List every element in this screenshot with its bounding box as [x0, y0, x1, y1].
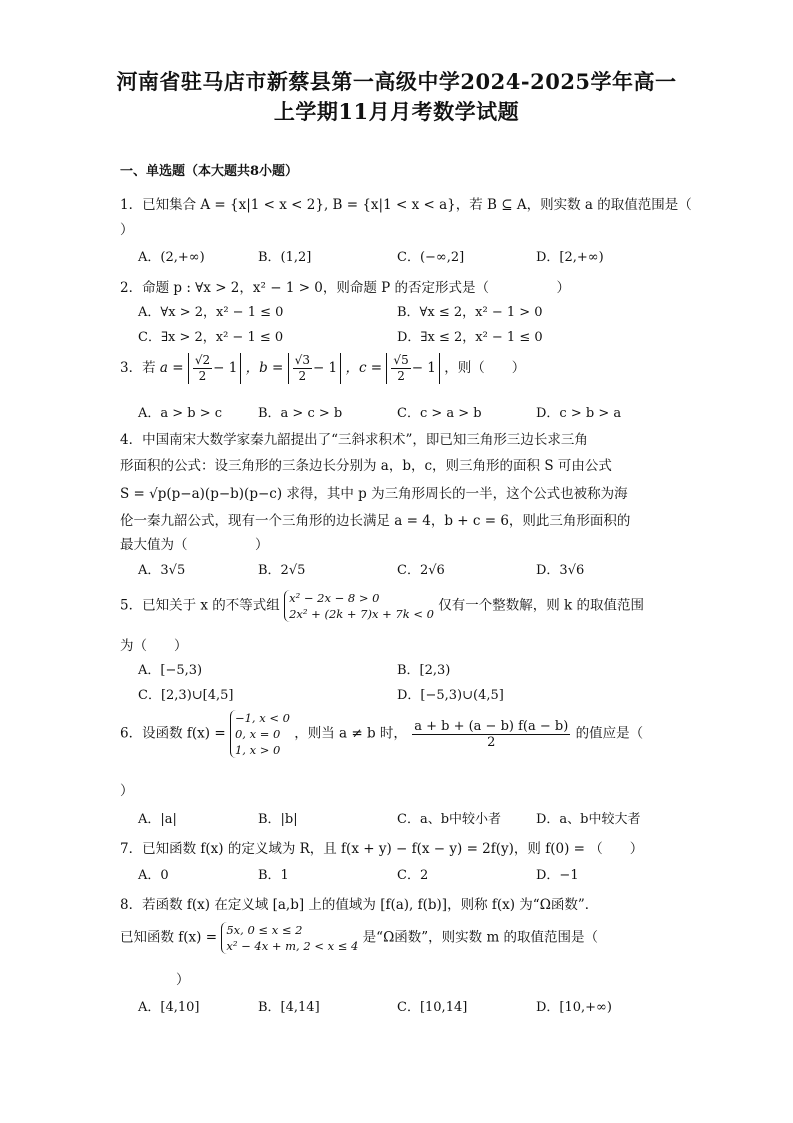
q6-fraction	[412, 719, 570, 750]
q8-option-b: B．[4,14]	[258, 1000, 320, 1015]
q3-minus-b: − 1	[312, 360, 338, 376]
q8-case-1: 5x, 0 ≤ x ≤ 2	[226, 923, 303, 937]
q8-suffix: 是“Ω函数”，则实数 m 的取值范围是（	[362, 929, 599, 946]
q6-frac-num: a + b + (a − b) f(a − b)	[414, 718, 569, 734]
q8-cases	[221, 922, 358, 954]
q8-option-c: C．[10,14]	[397, 1000, 468, 1015]
q2-option-a: A．∀x > 2，x² − 1 ≤ 0	[138, 305, 284, 320]
q4-option-b: B．2√5	[258, 563, 306, 578]
q3-a-label: a =	[159, 360, 184, 376]
q5-sys-1: x² − 2x − 8 > 0	[289, 591, 380, 605]
q6-cases	[230, 710, 290, 758]
q8-prefix: 已知函数 f(x) =	[120, 929, 218, 946]
q3-c-label: ，c =	[345, 360, 383, 376]
q2-option-b: B．∀x ≤ 2，x² − 1 > 0	[397, 305, 543, 320]
q6-option-c: C．a、b中较小者	[397, 812, 502, 827]
q3-option-d: D．c > b > a	[536, 406, 622, 421]
question-7-text: 7．已知函数 f(x) 的定义域为 R，且 f(x + y) − f(x − y) = 2f(y)，则 f(0) = （ ）	[120, 841, 644, 857]
question-8-cont: ）	[176, 972, 190, 988]
question-6-cont: ）	[120, 783, 134, 799]
q3-abs-b	[288, 353, 341, 384]
exam-title-line1: 河南省驻马店市新蔡县第一高级中学2024-2025学年高一	[116, 69, 677, 94]
q6-option-b: B．|b|	[258, 812, 298, 827]
question-1-cont: ）	[120, 222, 134, 238]
q7-option-b: B．1	[258, 868, 289, 883]
section-heading: 一、单选题（本大题共8小题）	[120, 164, 299, 179]
question-8-line2	[120, 922, 598, 954]
q3-option-a: A．a > b > c	[138, 406, 223, 421]
q3-b-label: ，b =	[245, 360, 284, 376]
q5-prefix: 5．已知关于 x 的不等式组	[120, 597, 280, 614]
q3-den-c: 2	[397, 369, 405, 383]
question-5-text	[120, 590, 644, 622]
question-1-text: 1．已知集合 A = {x|1 < x < 2}, B = {x|1 < x < a}，若 B ⊆ A，则实数 a 的取值范围是（	[120, 197, 692, 213]
q5-sys-2: 2x² + (2k + 7)x + 7k < 0	[289, 607, 434, 621]
q3-suffix: ，则（ ）	[444, 360, 526, 376]
q8-option-a: A．[4,10]	[138, 1000, 200, 1015]
q5-option-c: C．[2,3)∪[4,5]	[138, 688, 234, 703]
q5-option-a: A．[−5,3)	[138, 663, 203, 678]
q3-prefix: 3．若	[120, 360, 156, 376]
q3-abs-a	[188, 353, 241, 384]
q3-num-b: √3	[294, 353, 310, 367]
q3-abs-c	[386, 353, 439, 384]
q8-case-2: x² − 4x + m, 2 < x ≤ 4	[226, 939, 359, 953]
question-4-line4: 伦一秦九韶公式，现有一个三角形的边长满足 a = 4，b + c = 6，则此三角形面积的	[120, 513, 631, 529]
q6-suffix: 的值应是（	[575, 725, 644, 742]
question-6-text	[120, 710, 643, 758]
q5-option-d: D．[−5,3)∪(4,5]	[397, 688, 504, 703]
q4-option-a: A．3√5	[138, 563, 186, 578]
q6-option-d: D．a、b中较大者	[536, 812, 641, 827]
q8-option-d: D．[10,+∞)	[536, 1000, 612, 1015]
q3-den-a: 2	[198, 369, 207, 383]
exam-title-line2: 上学期11月月考数学试题	[273, 99, 520, 124]
q1-option-c: C．(−∞,2]	[397, 250, 465, 265]
question-3-text	[120, 353, 525, 384]
question-2-text: 2．命题 p : ∀x > 2，x² − 1 > 0，则命题 P 的否定形式是（ ）	[120, 280, 571, 296]
q3-option-b: B．a > c > b	[258, 406, 343, 421]
q6-case-1: −1, x < 0	[234, 711, 290, 725]
q5-suffix: 仅有一个整数解，则 k 的取值范围	[438, 597, 645, 614]
q2-option-c: C．∃x > 2，x² − 1 ≤ 0	[138, 330, 284, 345]
q6-frac-den: 2	[487, 734, 496, 750]
q3-minus-a: − 1	[213, 360, 238, 376]
q6-case-2: 0, x = 0	[234, 727, 281, 741]
question-4-line5: 最大值为（ ）	[120, 537, 269, 553]
q7-option-a: A．0	[138, 868, 169, 883]
q1-option-d: D．[2,+∞)	[536, 250, 604, 265]
q6-mid: ，则当 a ≠ b 时，	[294, 725, 407, 742]
q5-option-b: B．[2,3)	[397, 663, 451, 678]
question-4-line2: 形面积的公式：设三角形的三条边长分别为 a，b，c，则三角形的面积 S 可由公式	[120, 458, 612, 474]
q3-num-c: √5	[393, 353, 409, 367]
question-4-line1: 4．中国南宋大数学家秦九韶提出了“三斜求积术”，即已知三角形三边长求三角	[120, 432, 588, 448]
q4-option-d: D．3√6	[536, 563, 585, 578]
q7-option-d: D．−1	[536, 868, 579, 883]
q3-minus-c: − 1	[411, 360, 436, 376]
q3-option-c: C．c > a > b	[397, 406, 482, 421]
q3-den-b: 2	[298, 369, 307, 383]
q6-option-a: A．|a|	[138, 812, 177, 827]
q1-option-b: B．(1,2]	[258, 250, 312, 265]
q2-option-d: D．∃x ≤ 2，x² − 1 ≤ 0	[397, 330, 543, 345]
q6-prefix: 6．设函数 f(x) =	[120, 725, 226, 742]
q4-option-c: C．2√6	[397, 563, 445, 578]
question-8-line1: 8．若函数 f(x) 在定义域 [a,b] 上的值域为 [f(a), f(b)]，则称 f(x) 为“Ω函数”．	[120, 897, 599, 913]
q3-num-a: √2	[194, 353, 211, 367]
q1-option-a: A．(2,+∞)	[138, 250, 205, 265]
q5-system	[284, 590, 434, 622]
question-5-cont: 为（ ）	[120, 638, 188, 654]
question-4-line3: S = √p(p−a)(p−b)(p−c) 求得，其中 p 为三角形周长的一半，这个公式也被称为海	[120, 486, 628, 502]
q7-option-c: C．2	[397, 868, 429, 883]
q6-case-3: 1, x > 0	[234, 743, 281, 757]
